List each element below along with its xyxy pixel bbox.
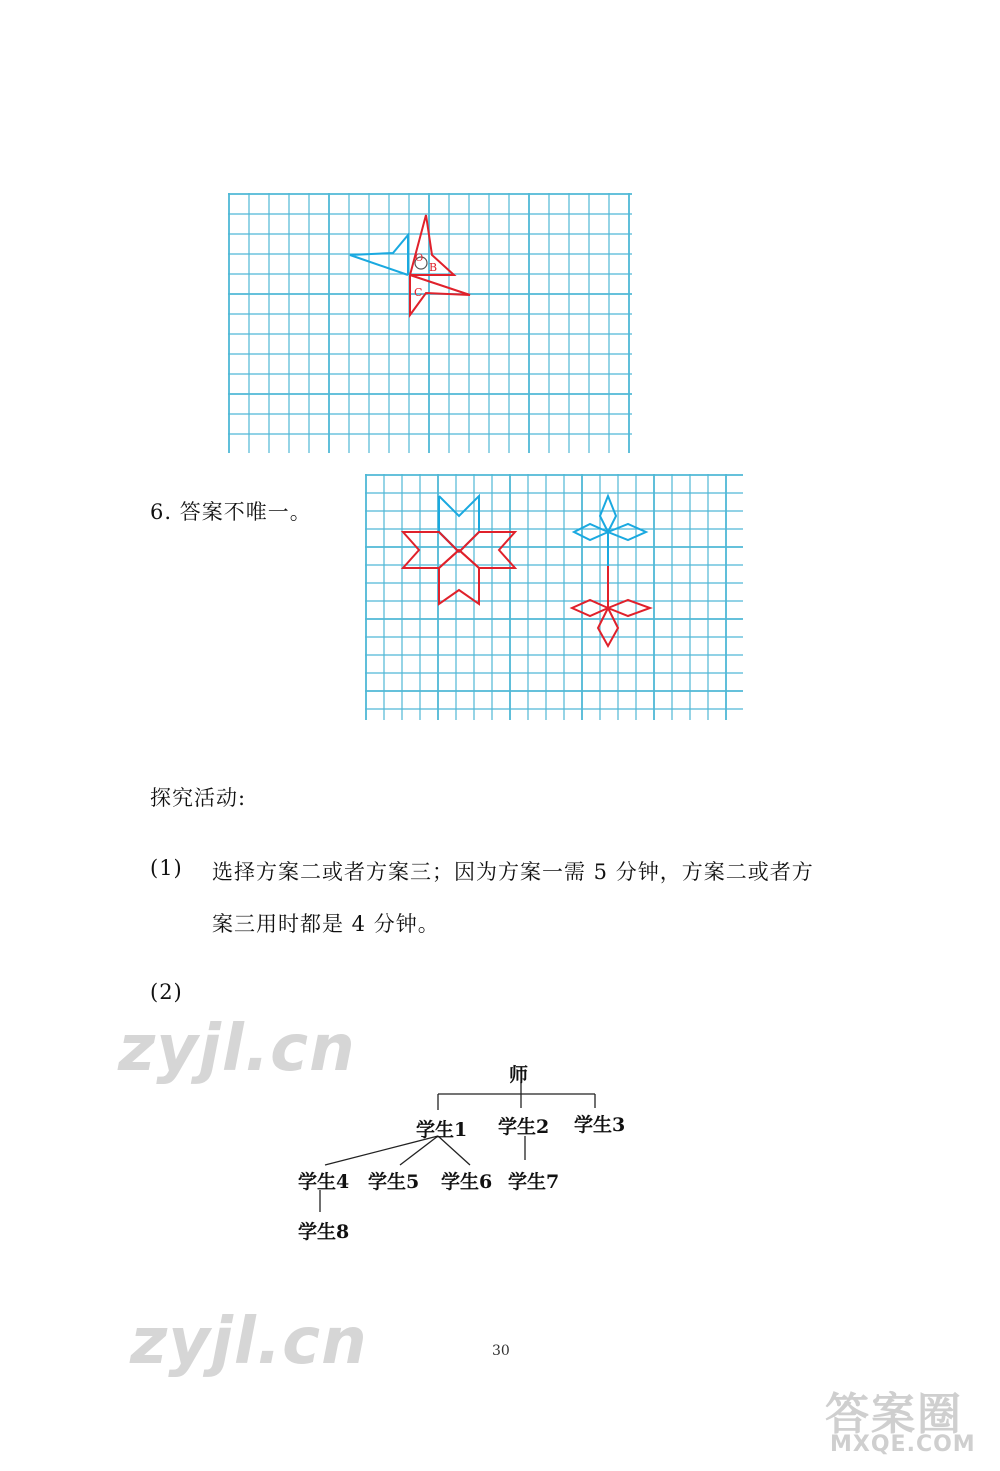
page-number: 30 [492,1343,510,1359]
question-2-number: (2) [150,980,183,1004]
question-1-line-1: 选择方案二或者方案三；因为方案一需 5 分钟，方案二或者方 [212,860,814,884]
blue-star-top [439,496,479,552]
question-6-label: 6. 答案不唯一。 [150,500,312,524]
tree-node-teacher: 师 [509,1064,529,1086]
question-1-number: (1) [150,856,183,880]
watermark-corner-url: MXQE.COM [830,1432,976,1457]
red-shape [410,215,470,315]
tree-node-student-4: 学生4 [298,1171,350,1193]
label-o: O [415,253,424,264]
blue-flower [574,496,646,566]
blue-shape [350,235,408,275]
red-flower [572,566,650,646]
tree-node-student-8: 学生8 [298,1221,350,1243]
tree-node-student-7: 学生7 [508,1171,560,1193]
watermark-zyjl-1: zyjl.cn [118,1012,356,1086]
label-c: C [414,286,423,299]
tree-node-student-2: 学生2 [498,1116,550,1138]
symmetry-grid [365,474,745,722]
tree-node-student-5: 学生5 [368,1171,420,1193]
watermark-zyjl-2: zyjl.cn [130,1305,368,1379]
label-b: B [429,261,438,274]
explore-title: 探究活动: [150,786,247,810]
tree-node-student-1: 学生1 [416,1119,468,1141]
tree-node-student-3: 学生3 [574,1114,626,1136]
question-1-line-2: 案三用时都是 4 分钟。 [212,912,440,936]
rotation-grid [228,193,634,455]
watermark-corner-logo: 答案圈 [825,1389,963,1440]
tree-node-student-6: 学生6 [441,1171,493,1193]
